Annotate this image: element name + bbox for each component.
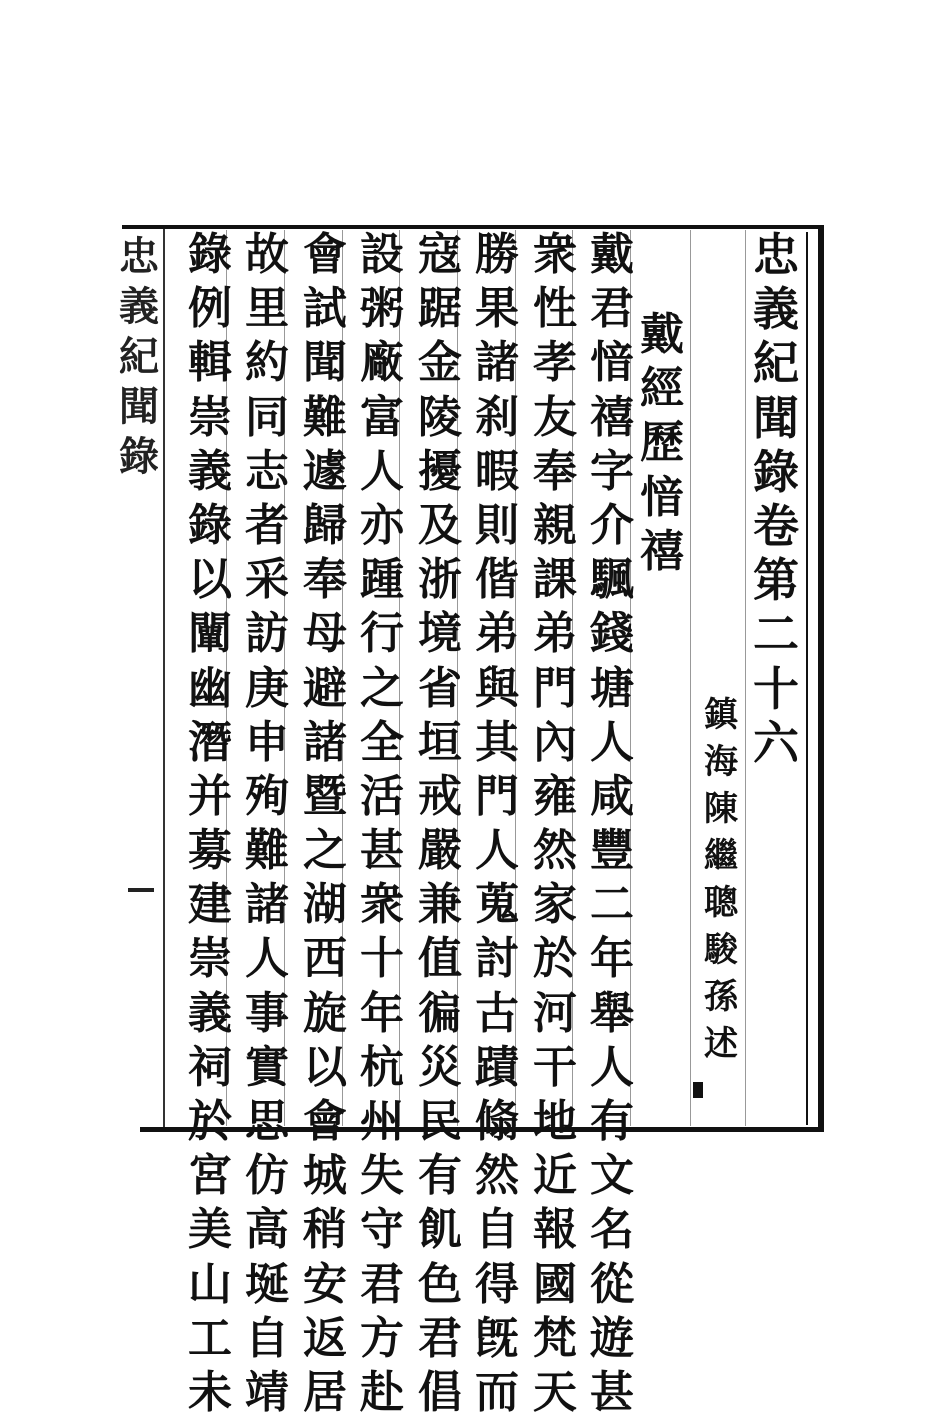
body-column-char: 自	[245, 1312, 289, 1364]
body-column-char: 申	[245, 716, 289, 768]
body-column-char: 甚	[360, 825, 404, 877]
body-column-char: 近	[533, 1150, 577, 1202]
body-column-char: 災	[418, 1041, 462, 1093]
body-column-char: 於	[188, 1096, 232, 1147]
body-column-char: 城	[303, 1150, 347, 1202]
body-column-char: 美	[188, 1204, 232, 1256]
body-column-char: 州	[360, 1096, 404, 1147]
body-column	[182, 228, 238, 1420]
body-column-char: 弟	[475, 608, 519, 660]
body-column-char: 戒	[418, 770, 462, 822]
body-column-char: 甚	[590, 1366, 634, 1418]
body-column-char: 母	[303, 608, 347, 660]
section-heading	[634, 308, 690, 579]
body-column-char: 垣	[418, 716, 462, 768]
body-column-char: 君	[360, 1258, 404, 1310]
body-column-char: 闡	[188, 608, 232, 660]
body-column-char: 人	[475, 825, 519, 877]
body-column-char: 事	[245, 987, 289, 1039]
section-heading-char: 禧	[640, 525, 684, 577]
body-column-char: 亦	[360, 499, 404, 551]
body-column-char: 課	[533, 554, 577, 606]
body-column-char: 諸	[303, 716, 347, 768]
body-column-char: 之	[360, 662, 404, 714]
body-column-char: 人	[360, 445, 404, 497]
body-column-char: 設	[360, 229, 404, 280]
body-column-char: 里	[245, 283, 289, 335]
body-column-char: 孝	[533, 337, 577, 389]
body-column-char: 浙	[418, 554, 462, 606]
body-column-char: 募	[188, 825, 232, 877]
body-column-char: 義	[188, 987, 232, 1039]
body-column-char: 戴	[590, 229, 634, 280]
frame-left-border	[163, 229, 165, 1127]
body-column-char: 嚴	[418, 825, 462, 877]
body-column-char: 安	[303, 1258, 347, 1310]
book-title-char: 忠	[753, 228, 799, 282]
body-column-char: 試	[303, 283, 347, 335]
margin-label-char: 義	[119, 283, 159, 330]
book-title-char: 十	[753, 661, 799, 716]
body-column-char: 飢	[418, 1204, 462, 1256]
body-column-char: 庚	[245, 662, 289, 714]
body-column-char: 人	[590, 1041, 634, 1093]
body-column-char: 會	[303, 1096, 347, 1147]
body-column-char: 義	[188, 445, 232, 497]
body-column-char: 廠	[360, 337, 404, 389]
body-column-char: 之	[303, 825, 347, 877]
body-column-char: 河	[533, 987, 577, 1039]
body-column-char: 難	[303, 391, 347, 443]
margin-label-char: 紀	[119, 333, 159, 380]
body-column-char: 境	[418, 608, 462, 660]
body-column-char: 未	[188, 1366, 232, 1418]
body-column-char: 古	[475, 987, 519, 1039]
body-column-char: 采	[245, 554, 289, 606]
author-line-char: 鎮	[704, 695, 738, 735]
body-column-char: 文	[590, 1150, 634, 1202]
body-column-char: 約	[245, 337, 289, 389]
body-column-char: 天	[533, 1366, 577, 1418]
body-column-char: 翛	[475, 1096, 519, 1147]
body-column-char: 然	[475, 1150, 519, 1202]
author-line-char: 繼	[704, 836, 738, 876]
body-column-char: 諸	[245, 879, 289, 931]
section-heading-char: 戴	[640, 309, 684, 360]
body-column-char: 踵	[360, 554, 404, 606]
body-column-char: 崇	[188, 391, 232, 443]
margin-label	[116, 232, 162, 1122]
author-line-char: 孫	[704, 977, 738, 1017]
body-column-char: 內	[533, 716, 577, 768]
column-rule	[745, 230, 746, 1126]
author-line-char: 陳	[704, 789, 738, 829]
body-column-char: 刹	[475, 391, 519, 443]
section-heading-char: 愔	[640, 471, 684, 523]
body-column-char: 年	[590, 933, 634, 985]
body-column-char: 失	[360, 1150, 404, 1202]
body-column-char: 徧	[418, 987, 462, 1039]
body-column	[412, 228, 468, 1420]
body-column-char: 省	[418, 662, 462, 714]
body-column-char: 稍	[303, 1204, 347, 1256]
body-column	[527, 228, 583, 1420]
margin-label-char: 聞	[119, 383, 159, 430]
body-column-char: 金	[418, 337, 462, 389]
body-column-char: 及	[418, 499, 462, 551]
body-column-char: 歸	[303, 499, 347, 551]
body-column-char: 年	[360, 987, 404, 1039]
body-column-char: 倡	[418, 1366, 462, 1418]
book-title-char: 義	[753, 282, 799, 337]
body-column-char: 親	[533, 499, 577, 551]
body-column-char: 全	[360, 716, 404, 768]
body-column-char: 則	[475, 499, 519, 551]
body-column-char: 暇	[475, 445, 519, 497]
body-column-char: 塘	[590, 662, 634, 714]
body-column-char: 報	[533, 1204, 577, 1256]
body-column-char: 以	[303, 1041, 347, 1093]
body-column-char: 友	[533, 391, 577, 443]
body-column-char: 粥	[360, 283, 404, 335]
ink-mark-icon	[693, 1082, 703, 1098]
body-column-char: 遊	[590, 1312, 634, 1364]
body-column-char: 西	[303, 933, 347, 985]
margin-label-char: 錄	[119, 433, 159, 480]
body-column-char: 然	[533, 825, 577, 877]
column-rule	[690, 230, 691, 1126]
body-column-char: 高	[245, 1204, 289, 1256]
body-column-char: 奉	[533, 445, 577, 497]
body-column-char: 果	[475, 283, 519, 335]
body-column-char: 錢	[590, 608, 634, 660]
body-column-char: 字	[590, 445, 634, 497]
book-title	[748, 228, 804, 770]
section-heading-char: 經	[640, 363, 684, 415]
author-line-char: 駿	[704, 930, 738, 970]
body-column-char: 湖	[303, 879, 347, 931]
body-column-char: 禧	[590, 391, 634, 443]
body-column-char: 衆	[533, 229, 577, 280]
body-column-char: 擾	[418, 445, 462, 497]
body-column-char: 豐	[590, 825, 634, 877]
book-title-char: 二	[753, 607, 799, 662]
body-column-char: 有	[418, 1150, 462, 1202]
body-column-char: 弟	[533, 608, 577, 660]
body-column-char: 并	[188, 770, 232, 822]
book-title-char: 第	[753, 553, 799, 608]
body-column-char: 討	[475, 933, 519, 985]
body-column-char: 志	[245, 445, 289, 497]
body-column-char: 殉	[245, 770, 289, 822]
body-column-char: 守	[360, 1204, 404, 1256]
body-column-char: 名	[590, 1204, 634, 1256]
body-column-char: 其	[475, 716, 519, 768]
author-line-char: 聰	[704, 883, 738, 923]
body-column-char: 富	[360, 391, 404, 443]
body-column-char: 君	[418, 1312, 462, 1364]
body-column-char: 奉	[303, 554, 347, 606]
body-column-char: 梵	[533, 1312, 577, 1364]
body-column-char: 旋	[303, 987, 347, 1039]
body-column-char: 旣	[475, 1312, 519, 1364]
body-column-char: 地	[533, 1096, 577, 1147]
body-column-char: 杭	[360, 1041, 404, 1093]
body-column-char: 颿	[590, 554, 634, 606]
body-column-char: 蹟	[475, 1041, 519, 1093]
body-column-char: 偕	[475, 554, 519, 606]
section-heading-char: 歷	[640, 417, 684, 469]
body-column-char: 家	[533, 879, 577, 931]
body-column-char: 而	[475, 1366, 519, 1418]
book-title-char: 六	[753, 715, 799, 770]
body-column-char: 實	[245, 1041, 289, 1093]
body-column-char: 於	[533, 933, 577, 985]
body-column-char: 咸	[590, 770, 634, 822]
body-column	[239, 228, 295, 1420]
body-column-char: 赴	[360, 1366, 404, 1418]
body-column-char: 返	[303, 1312, 347, 1364]
body-column-char: 仿	[245, 1150, 289, 1202]
body-column	[354, 228, 410, 1420]
body-column-char: 雍	[533, 770, 577, 822]
body-column-char: 勝	[475, 229, 519, 280]
body-column-char: 工	[188, 1312, 232, 1364]
body-column-char: 訪	[245, 608, 289, 660]
body-column-char: 埏	[245, 1258, 289, 1310]
body-column-char: 人	[590, 716, 634, 768]
body-column-char: 諸	[475, 337, 519, 389]
body-column	[469, 228, 525, 1420]
body-column-char: 色	[418, 1258, 462, 1310]
body-column-char: 從	[590, 1258, 634, 1310]
body-column-char: 踞	[418, 283, 462, 335]
body-column-char: 避	[303, 662, 347, 714]
body-column-char: 陵	[418, 391, 462, 443]
author-line	[701, 692, 741, 1068]
body-column-char: 十	[360, 933, 404, 985]
body-column-char: 有	[590, 1096, 634, 1147]
body-column-char: 幽	[188, 662, 232, 714]
body-column-char: 遽	[303, 445, 347, 497]
frame-right-border	[818, 225, 824, 1132]
body-column-char: 思	[245, 1096, 289, 1147]
book-title-char: 卷	[753, 498, 799, 553]
body-column-char: 難	[245, 825, 289, 877]
body-column-char: 門	[475, 770, 519, 822]
body-column-char: 者	[245, 499, 289, 551]
body-column-char: 祠	[188, 1041, 232, 1093]
body-column-char: 君	[590, 283, 634, 335]
body-column-char: 輯	[188, 337, 232, 389]
body-column-char: 二	[590, 879, 634, 931]
body-column-char: 居	[303, 1366, 347, 1418]
body-column-char: 山	[188, 1258, 232, 1310]
body-column	[297, 228, 353, 1420]
body-column-char: 崇	[188, 933, 232, 985]
body-column-char: 自	[475, 1204, 519, 1256]
body-column-char: 暨	[303, 770, 347, 822]
body-column-char: 方	[360, 1312, 404, 1364]
body-column-char: 值	[418, 933, 462, 985]
body-column-char: 得	[475, 1258, 519, 1310]
body-column-char: 錄	[188, 229, 232, 280]
body-column-char: 靖	[245, 1366, 289, 1418]
body-column-char: 衆	[360, 879, 404, 931]
body-column-char: 潛	[188, 716, 232, 768]
body-column-char: 國	[533, 1258, 577, 1310]
body-column-char: 門	[533, 662, 577, 714]
body-column-char: 例	[188, 283, 232, 335]
body-column-char: 人	[245, 933, 289, 985]
body-column-char: 干	[533, 1041, 577, 1093]
body-column-char: 民	[418, 1096, 462, 1147]
body-column-char: 愔	[590, 337, 634, 389]
author-line-char: 海	[704, 742, 738, 782]
body-column	[584, 228, 640, 1420]
body-column-char: 蒐	[475, 879, 519, 931]
body-column-char: 以	[188, 554, 232, 606]
body-column-char: 性	[533, 283, 577, 335]
body-column-char: 寇	[418, 229, 462, 280]
body-column-char: 會	[303, 229, 347, 280]
page-number	[128, 888, 154, 892]
author-line-char: 述	[704, 1024, 738, 1064]
body-column-char: 行	[360, 608, 404, 660]
body-column-char: 錄	[188, 499, 232, 551]
body-column-char: 宮	[188, 1150, 232, 1202]
book-title-char: 錄	[753, 444, 799, 499]
body-column-char: 建	[188, 879, 232, 931]
margin-label-char: 忠	[119, 233, 159, 280]
body-column-char: 故	[245, 229, 289, 280]
body-column-char: 介	[590, 499, 634, 551]
body-column-char: 與	[475, 662, 519, 714]
book-title-char: 紀	[753, 336, 799, 391]
body-column-char: 舉	[590, 987, 634, 1039]
body-column-char: 兼	[418, 879, 462, 931]
body-column-char: 同	[245, 391, 289, 443]
body-column-char: 聞	[303, 337, 347, 389]
book-title-char: 聞	[753, 390, 799, 445]
body-column-char: 活	[360, 770, 404, 822]
frame-right-inner-border	[806, 232, 808, 1125]
